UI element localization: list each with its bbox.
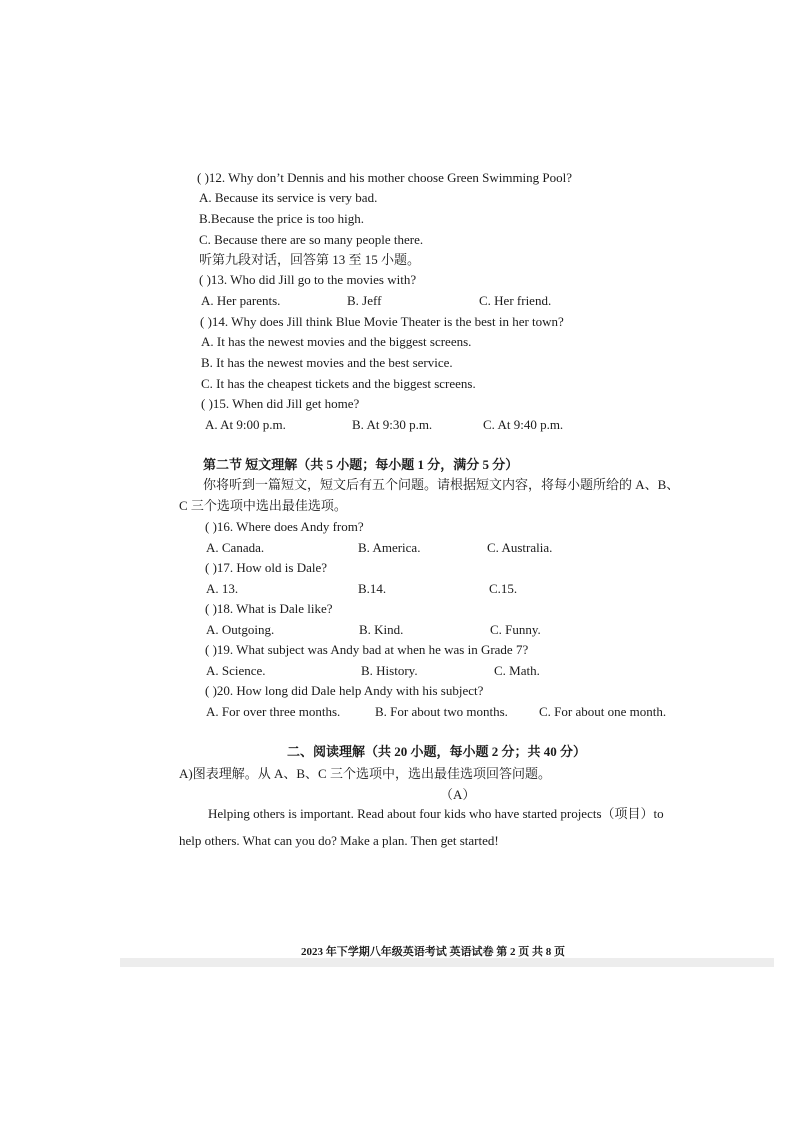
question-19-option-c: C. Math. bbox=[494, 663, 540, 678]
question-13-option-a: A. Her parents. bbox=[201, 293, 281, 308]
question-20-option-c: C. For about one month. bbox=[539, 704, 667, 719]
question-17-option-b: B.14. bbox=[358, 581, 387, 596]
question-18-option-a: A. Outgoing. bbox=[206, 622, 275, 637]
passage-line-1: Helping others is important. Read about four kids who have started projects（项目）to bbox=[208, 806, 664, 821]
page-footer: 2023 年下学期八年级英语考试 英语试卷 第 2 页 共 8 页 bbox=[301, 946, 565, 958]
question-20-stem: ( )20. How long did Dale help Andy with his subject? bbox=[205, 683, 484, 698]
question-14-option-b: B. It has the newest movies and the best service. bbox=[201, 355, 453, 370]
dialog-9-instruction: 听第九段对话，回答第 13 至 15 小题。 bbox=[199, 252, 421, 267]
question-13-option-c: C. Her friend. bbox=[479, 293, 552, 308]
question-12-stem: ( )12. Why don’t Dennis and his mother choose Green Swimming Pool? bbox=[197, 170, 573, 185]
question-17-option-a: A. 13. bbox=[206, 581, 239, 596]
question-14-option-c: C. It has the cheapest tickets and the biggest screens. bbox=[201, 376, 476, 391]
question-13-option-b: B. Jeff bbox=[347, 293, 382, 308]
question-12-option-a: A. Because its service is very bad. bbox=[199, 190, 378, 205]
passage-line-2: help others. What can you do? Make a plan. Then get started! bbox=[179, 833, 499, 848]
question-19-stem: ( )19. What subject was Andy bad at when he was in Grade 7? bbox=[205, 642, 529, 657]
part-2-sub-a-instruction: A)图表理解。从 A、B、C 三个选项中，选出最佳选项回答问题。 bbox=[179, 766, 551, 781]
section-2-title: 第二节 短文理解（共 5 小题；每小题 1 分，满分 5 分） bbox=[203, 457, 519, 472]
question-18-option-c: C. Funny. bbox=[490, 622, 541, 637]
question-14-stem: ( )14. Why does Jill think Blue Movie Theater is the best in her town? bbox=[200, 314, 564, 329]
question-16-option-b: B. America. bbox=[358, 540, 421, 555]
question-16-stem: ( )16. Where does Andy from? bbox=[205, 519, 364, 534]
question-15-option-a: A. At 9:00 p.m. bbox=[205, 417, 286, 432]
question-16-option-a: A. Canada. bbox=[206, 540, 265, 555]
question-15-stem: ( )15. When did Jill get home? bbox=[201, 396, 360, 411]
part-2-title: 二、阅读理解（共 20 小题，每小题 2 分；共 40 分） bbox=[287, 744, 587, 759]
question-18-option-b: B. Kind. bbox=[359, 622, 404, 637]
question-15-option-b: B. At 9:30 p.m. bbox=[352, 417, 433, 432]
question-19-option-a: A. Science. bbox=[206, 663, 266, 678]
question-13-stem: ( )13. Who did Jill go to the movies with? bbox=[199, 272, 417, 287]
question-19-option-b: B. History. bbox=[361, 663, 418, 678]
question-12-option-b: B.Because the price is too high. bbox=[199, 211, 364, 226]
question-16-option-c: C. Australia. bbox=[487, 540, 553, 555]
question-20-option-a: A. For over three months. bbox=[206, 704, 341, 719]
question-14-option-a: A. It has the newest movies and the biggest screens. bbox=[201, 334, 472, 349]
footer-divider bbox=[120, 958, 774, 967]
question-17-stem: ( )17. How old is Dale? bbox=[205, 560, 328, 575]
question-20-option-b: B. For about two months. bbox=[375, 704, 508, 719]
question-17-option-c: C.15. bbox=[489, 581, 518, 596]
question-18-stem: ( )18. What is Dale like? bbox=[205, 601, 333, 616]
question-15-option-c: C. At 9:40 p.m. bbox=[483, 417, 564, 432]
section-2-instruction-line-2: C 三个选项中选出最佳选项。 bbox=[179, 498, 347, 513]
question-12-option-c: C. Because there are so many people there. bbox=[199, 232, 424, 247]
passage-label: （A） bbox=[440, 787, 476, 802]
section-2-instruction-line-1: 你将听到一篇短文，短文后有五个问题。请根据短文内容，将每小题所给的 A、B、 bbox=[203, 477, 680, 492]
